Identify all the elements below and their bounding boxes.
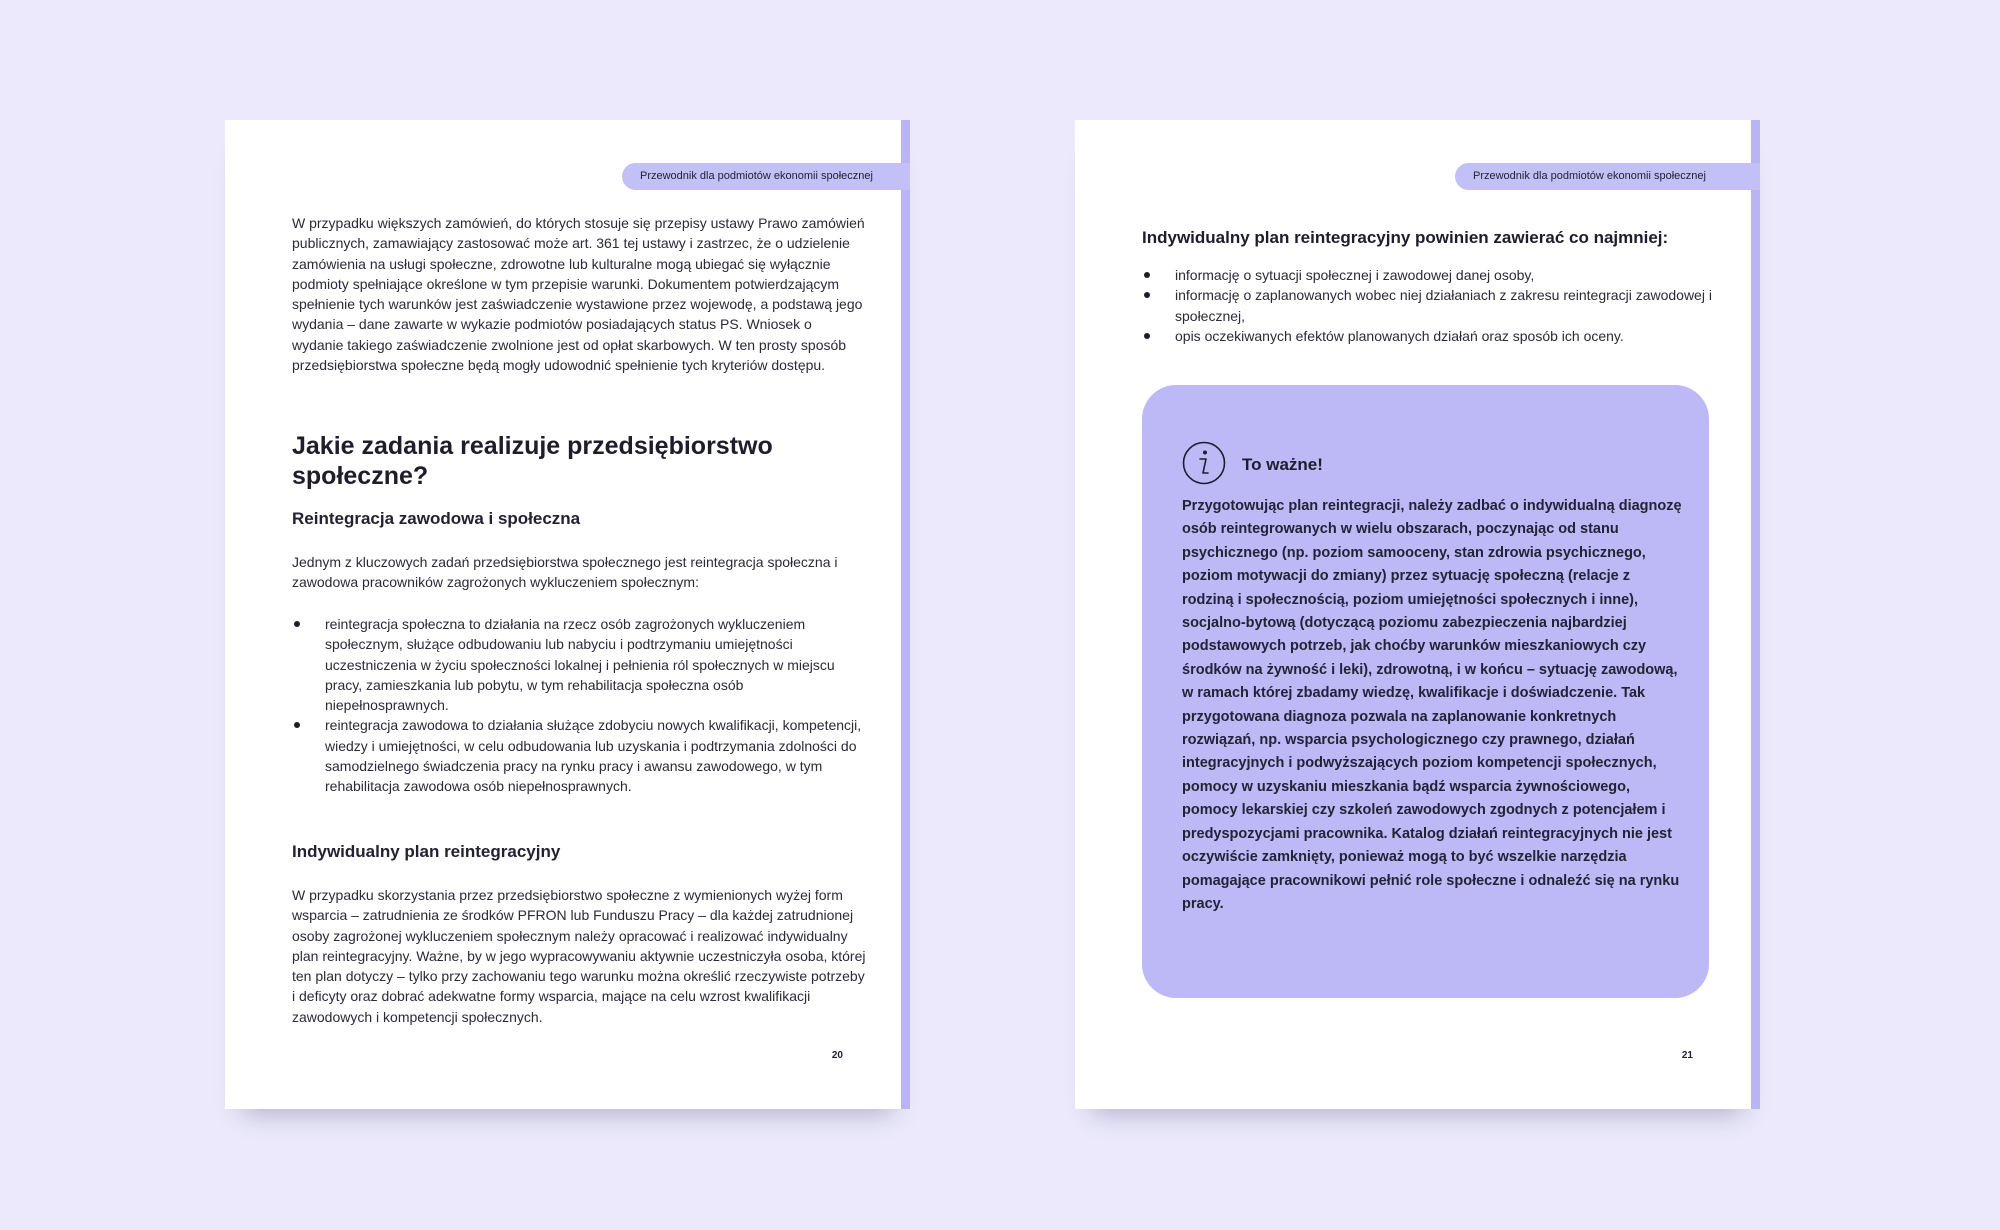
plan-requirements-heading: Indywidualny plan reintegracyjny powinien zawierać co najmniej: <box>1142 228 1669 247</box>
page-number: 20 <box>831 1050 843 1061</box>
callout-text: Przygotowując plan reintegracji, należy zadbać o indywidualną diagnozę osób reintegrowanych w wielu obszarach, poczynając od stanu psychicznego (np. poziom samooceny, stan zdrowia psychicznego, poziom motywacji do zmiany) przez sytuację społeczną (relacje z rodziną i społecznością, poziom umiejętności społecznych i inne), socjalno-bytową (dotyczącą poziomu zabezpieczenia najbardziej podstawowych potrzeb, jak choćby warunków mieszkaniowych czy środków na żywność i leki), zdrowotną, i w końcu – sytuację zawodową, w ramach której zbadamy wiedzę, kwalifikacje i doświadczenie. Tak przygotowana diagnoza pozwala na zaplanowanie konkretnych rozwiązań, np. wsparcia psychologicznego czy prawnego, działań integracyjnych i podwyższających poziom kompetencji społecznych, pomocy w uzyskaniu mieszkania bądź wsparcia żywnościowego, pomocy lekarskiej czy szkoleń zawodowych zgodnych z potencjałem i predyspozycjami pracownika. Katalog działań reintegracyjnych nie jest oczywiście zamknięty, ponieważ mogą to być wszelkie narzędzia pomagające pracownikowi pełnić role społeczne i odnaleźć się na rynku pracy. <box>1182 498 1682 912</box>
running-header: Przewodnik dla podmiotów ekonomii społecznej <box>1455 163 1760 190</box>
running-header: Przewodnik dla podmiotów ekonomii społecznej <box>622 163 910 190</box>
plan-requirements-list <box>1142 265 1717 346</box>
list-item: opis oczekiwanych efektów planowanych działań oraz sposób ich oceny. <box>1142 326 1717 346</box>
list-item: informację o sytuacji społecznej i zawodowej danej osoby, <box>1142 265 1717 285</box>
plan-paragraph: W przypadku skorzystania przez przedsiębiorstwo społeczne z wymienionych wyżej form wsparcia – zatrudnienia ze środków PFRON lub Funduszu Pracy – dla każdej zatrudnionej osoby zagrożonej wykluczeniem społecznym należy opracować i realizować indywidualny plan reintegracyjny. Ważne, by w jego wypracowywaniu aktywnie uczestniczyła osoba, której ten plan dotyczy – tylko przy zachowaniu tego warunku można określić rzeczywiste potrzeby i deficyty oraz dobrać adekwatne formy wsparcia, mające na celu wzrost kwalifikacji zawodowych i kompetencji społecznych. <box>292 887 866 1025</box>
bullet-icon <box>1144 272 1150 278</box>
subheading-plan: Indywidualny plan reintegracyjny <box>292 842 561 861</box>
intro-paragraph: W przypadku większych zamówień, do których stosuje się przepisy ustawy Prawo zamówień publicznych, zamawiający zastosować może art. 361 tej ustawy i zastrzec, że o udzielenie zamówienia na usługi społeczne, zdrowotne lub kulturalne mogą ubiegać się wyłącznie podmioty spełniające określone w tym przepisie warunki. Dokumentem potwierdzającym spełnienie tych warunków jest zaświadczenie wystawione przez wojewodę, a podstawą jego wydania – dane zawarte w wykazie podmiotów posiadających status PS. Wniosek o wydanie takiego zaświadczenie zwolnione jest od opłat skarbowych. W ten prosty sposób przedsiębiorstwa społeczne będą mogły udowodnić spełnienie tych kryteriów dostępu. <box>292 215 865 374</box>
bullet-icon <box>294 722 300 728</box>
reintegration-paragraph: Jednym z kluczowych zadań przedsiębiorstwa społecznego jest reintegracja społeczna i zawodowa pracowników zagrożonych wykluczeniem społecznym: <box>292 554 838 591</box>
page-right <box>1075 120 1760 1109</box>
page-spine <box>1751 120 1760 1109</box>
bullet-icon <box>1144 333 1150 339</box>
important-callout <box>1142 385 1709 998</box>
callout-title: To ważne! <box>1242 455 1323 474</box>
section-heading: Jakie zadania realizuje przedsiębiorstwo społeczne? <box>292 432 773 490</box>
bullet-icon <box>1144 292 1150 298</box>
info-icon <box>1182 441 1226 485</box>
page-spine <box>901 120 910 1109</box>
list-item: reintegracja społeczna to działania na rzecz osób zagrożonych wykluczeniem społecznym, służące odbudowaniu lub nabyciu i podtrzymaniu umiejętności uczestniczenia w życiu społeczności lokalnej i pełnienia ról społecznych w miejscu pracy, zamieszkania lub pobytu, w tym rehabilitacja społeczna osób niepełnosprawnych. <box>292 614 867 715</box>
page-left <box>225 120 910 1109</box>
list-item: reintegracja zawodowa to działania służące zdobyciu nowych kwalifikacji, kompetencji, wiedzy i umiejętności, w celu odbudowania lub uzyskania i podtrzymania zdolności do samodzielnego świadczenia pracy na rynku pracy i awansu zawodowego, w tym rehabilitacja zawodowa osób niepełnosprawnych. <box>292 715 867 796</box>
reintegration-list <box>292 614 867 797</box>
list-item: informację o zaplanowanych wobec niej działaniach z zakresu reintegracji zawodowej i społecznej, <box>1142 285 1717 326</box>
page-number: 21 <box>1681 1050 1693 1061</box>
bullet-icon <box>294 621 300 627</box>
subheading-reintegration: Reintegracja zawodowa i społeczna <box>292 509 581 528</box>
